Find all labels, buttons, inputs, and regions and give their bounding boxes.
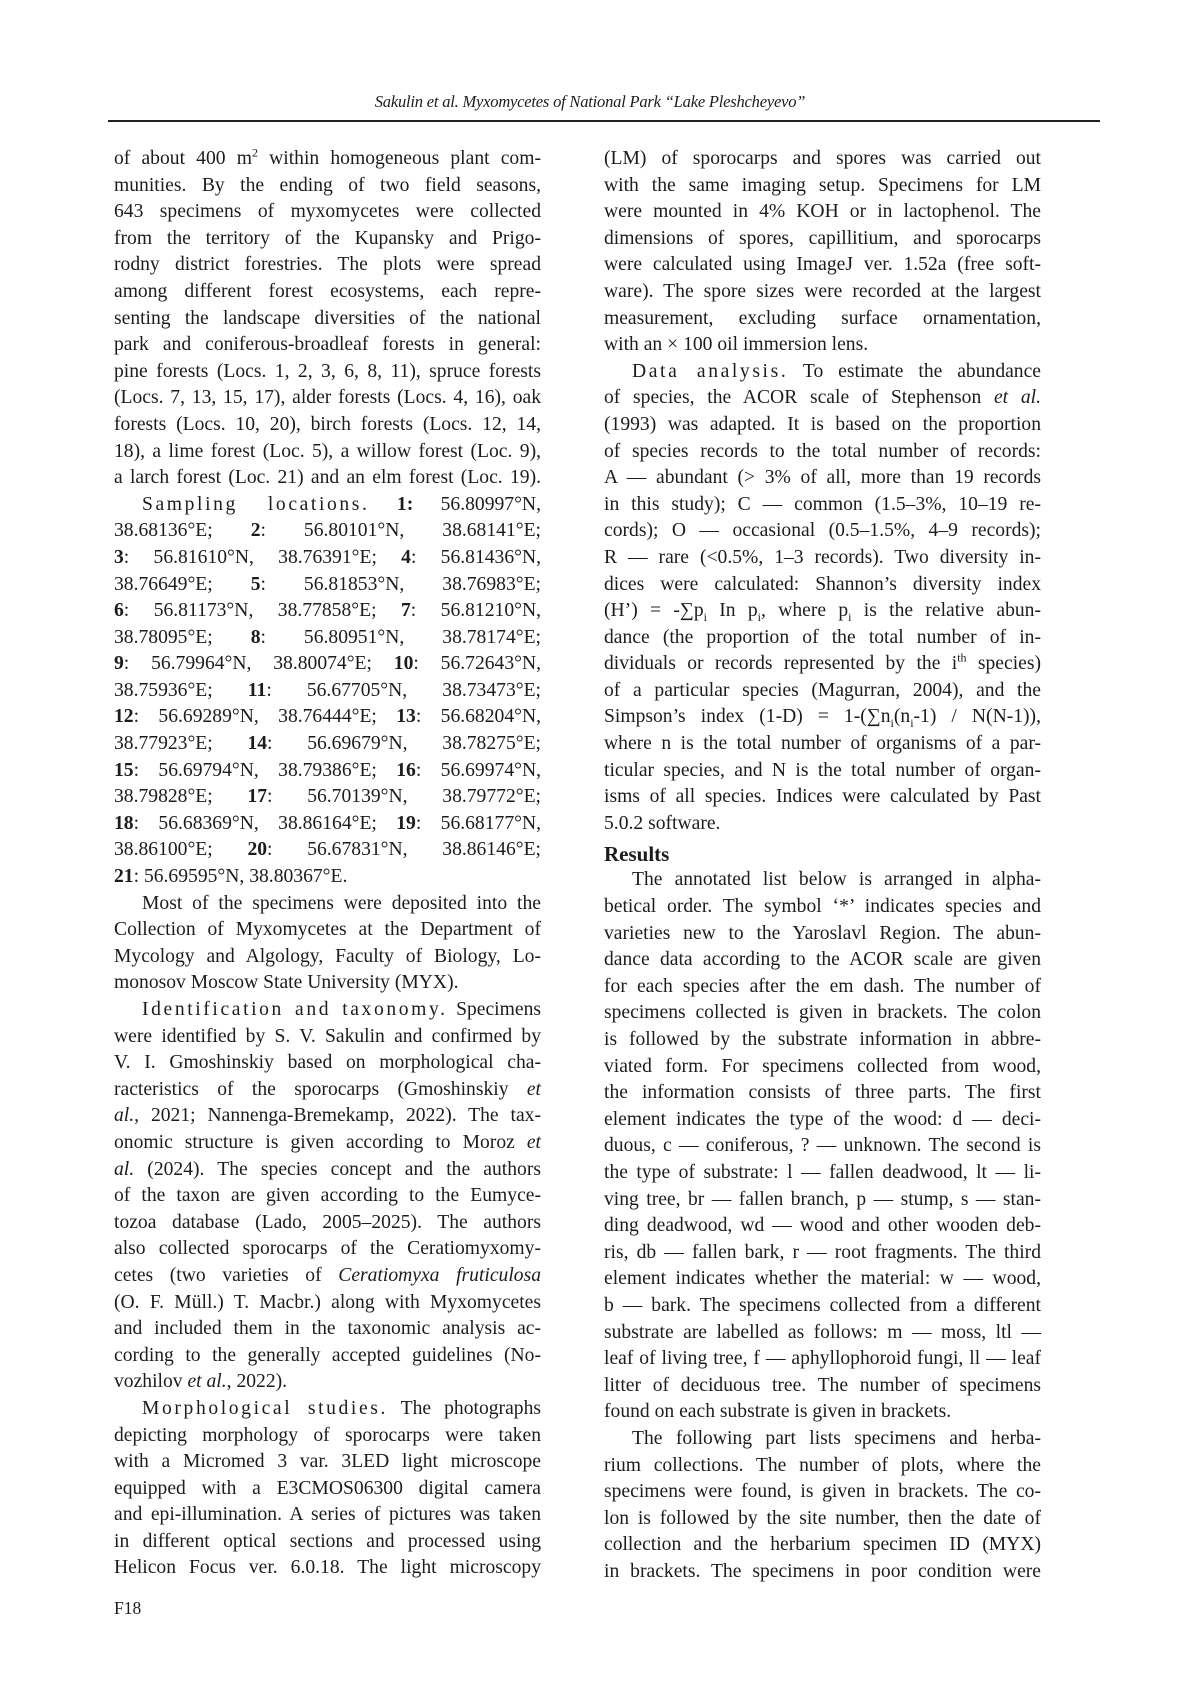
text-line: vozhilov et al., 2022). [114,1371,288,1393]
location-line: 38.86100°E; 20: 56.67831°N, 38.86146°E; [114,839,541,861]
location-line: 18: 56.68369°N, 38.86164°E; 19: 56.68177°N, [114,812,542,834]
text-line: in this study); C — common (1.5–3%, 10–19 re- [604,493,1041,515]
text-line: were mounted in 4% KOH or in lactophenol. The [604,201,1041,223]
text-line: 18), a lime forest (Loc. 5), a willow forest (Loc. 9), [114,440,541,462]
text-line: from the territory of the Kupansky and Prigo- [114,227,541,249]
text-line: dimensions of spores, capillitium, and sporocarps [604,227,1041,249]
text-line: depicting morphology of sporocarps were taken [114,1424,541,1446]
text-line: ticular species, and N is the total number of organ- [604,759,1041,781]
text-line: equipped with a E3CMOS06300 digital camera [114,1477,541,1499]
text-line: cording to the generally accepted guidelines (No- [114,1344,541,1366]
text-line: al. (2024). The species concept and the authors [114,1158,541,1180]
text-line: (LM) of sporocarps and spores was carried out [604,148,1041,169]
location-line: 38.79828°E; 17: 56.70139°N, 38.79772°E; [114,786,541,808]
location-line: 38.75936°E; 11: 56.67705°N, 38.73473°E; [114,679,541,701]
text-line: onomic structure is given according to Moroz et [114,1131,541,1153]
text-line: Identification and taxonomy. Specimens [142,999,541,1020]
text-line: ding deadwood, wd — wood and other wooden deb- [604,1215,1041,1237]
text-line: Helicon Focus ver. 6.0.18. The light microscopy [114,1557,541,1579]
text-line: substrate are labelled as follows: m — moss, ltl — [604,1321,1041,1343]
sampling-locations-line: Sampling locations. 1: 56.80997°N, [142,493,541,515]
text-line: for each species after the em dash. The number of [604,975,1041,997]
text-line: munities. By the ending of two field seasons, [114,174,541,196]
text-line: measurement, excluding surface ornamentation, [604,307,1041,329]
text-line: the type of substrate: l — fallen deadwood, lt — li- [604,1161,1041,1183]
text-line: were calculated using ImageJ ver. 1.52a (free soft- [604,254,1041,276]
text-line: leaf of living tree, f — aphyllophoroid fungi, ll — leaf [604,1348,1041,1370]
text-line: lon is followed by the site number, then the date of [604,1507,1041,1529]
text-line: forests (Locs. 10, 20), birch forests (Locs. 12, 14, [114,413,541,435]
text-line: V. I. Gmoshinskiy based on morphological cha- [114,1052,541,1074]
text-line: in different optical sections and processed using [114,1530,541,1552]
text-line: viated form. For specimens collected from wood, [604,1055,1041,1077]
text-line: is followed by the substrate information in abbre- [604,1029,1041,1050]
text-line: 5.0.2 software. [604,812,721,834]
text-line: cetes (two varieties of Ceratiomyxa fruticulosa [114,1264,541,1286]
text-line: dance data according to the ACOR scale are given [604,949,1041,971]
text-line: Data analysis. To estimate the abundance [632,360,1041,382]
text-line: cords); O — occasional (0.5–1.5%, 4–9 records); [604,520,1041,542]
text-line: specimens collected is given in brackets. The colon [604,1002,1041,1024]
header-rule [108,120,1100,122]
text-line: element indicates whether the material: w — wood, [604,1268,1041,1290]
text-line: monosov Moscow State University (MYX). [114,972,459,994]
text-line: ving tree, br — fallen branch, p — stump, s — stan- [604,1188,1041,1210]
text-line: Collection of Myxomycetes at the Department of [114,919,541,941]
text-line: and epi-illumination. A series of pictures was taken [114,1504,541,1526]
location-line: 38.68136°E; 2: 56.80101°N, 38.68141°E; [114,520,541,542]
location-line: 9: 56.79964°N, 38.80074°E; 10: 56.72643°N, [114,653,542,675]
text-line: Mycology and Algology, Faculty of Biology, Lo- [114,945,541,967]
location-line: 12: 56.69289°N, 38.76444°E; 13: 56.68204°N, [114,706,542,728]
morphology-heading: Morphological studies. [142,1397,388,1419]
text-line: isms of all species. Indices were calculated by Past [604,786,1041,808]
text-line: of about 400 $m^2$ within homogeneous plant com- [114,145,541,169]
text-line: park and coniferous-broadleaf forests in general: [114,334,541,356]
text-line: R — rare (<0.5%, 1–3 records). Two diversity in- [604,546,1041,568]
text-line: with a Micromed 3 var. 3LED light microscope [114,1451,541,1473]
text-line: element indicates the type of the wood: d — deci- [604,1108,1041,1130]
right-column [604,146,1041,1585]
text-line: b — bark. The specimens collected from a different [604,1294,1041,1316]
text-line: (1993) was adapted. It is based on the proportion [604,413,1041,435]
text-line: varieties new to the Yaroslavl Region. The abun- [604,922,1041,944]
text-line: the information consists of three parts. The first [604,1082,1041,1104]
text-line: among different forest ecosystems, each repre- [114,280,541,302]
text-line: (Locs. 7, 13, 15, 17), alder forests (Locs. 4, 16), oak [114,387,541,409]
text-line: of species, the ACOR scale of Stephenson et al. [604,387,1041,409]
page-number: F18 [114,1598,142,1618]
text-line: with the same imaging setup. Specimens for LM [604,174,1041,196]
results-heading: Results [604,842,670,867]
text-line: of a particular species (Magurran, 2004), and the [604,679,1041,701]
location-line: 15: 56.69794°N, 38.79386°E; 16: 56.69974°N, [114,759,542,781]
text-line: A — abundant (> 3% of all, more than 19 records [604,467,1041,489]
text-line: with an × 100 oil immersion lens. [604,334,869,356]
text-line: Morphological studies. The photographs [142,1397,541,1419]
text-line: The following part lists specimens and herba- [632,1427,1041,1449]
text-line: litter of deciduous tree. The number of specimens [604,1374,1041,1396]
location-line: 3: 56.81610°N, 38.76391°E; 4: 56.81436°N, [114,546,542,568]
left-column [114,146,541,1582]
formula-line: Simpson’s index $(1-D) = 1-(\sum n_i(n_i-1) / N(N-1))$, [604,706,1041,731]
text-line: ris, db — fallen bark, r — root fragments. The third [604,1241,1041,1263]
text-line: dance (the proportion of the total number of in- [604,626,1041,648]
location-line: 38.78095°E; 8: 56.80951°N, 38.78174°E; [114,626,541,648]
text-line: al., 2021; Nannenga-Bremekamp, 2022). The tax- [114,1105,541,1127]
text-line: ware). The spore sizes were recorded at the largest [604,280,1041,302]
text-line: 643 specimens of myxomycetes were collected [114,201,541,223]
identification-heading: Identification and taxonomy. [142,999,448,1020]
text-line: specimens were found, is given in brackets. The co- [604,1481,1041,1503]
text-line: dices were calculated: Shannon’s diversity index [604,573,1041,595]
text-line: of the taxon are given according to the Eumyce- [114,1185,541,1207]
text-line: senting the landscape diversities of the national [114,307,541,329]
text-line: collection and the herbarium specimen ID (MYX) [604,1534,1041,1556]
location-line: 38.76649°E; 5: 56.81853°N, 38.76983°E; [114,573,541,595]
text-line: duous, c — coniferous, ? — unknown. The second is [604,1135,1041,1157]
text-line: The annotated list below is arranged in alpha- [632,869,1041,891]
location-line: 38.77923°E; 14: 56.69679°N, 38.78275°E; [114,733,541,755]
running-header: Sakulin et al. Myxomycetes of National Park “Lake Pleshcheyevo” [374,92,806,111]
text-line: betical order. The symbol ‘*’ indicates species and [604,896,1041,918]
text-line: of species records to the total number of records: [604,440,1041,462]
text-line: in brackets. The specimens in poor condition were [604,1560,1041,1582]
text-line: were identified by S. V. Sakulin and confirmed by [114,1025,541,1047]
species-name: Ceratiomyxa fruticulosa [338,1264,541,1286]
text-line: found on each substrate is given in brackets. [604,1401,952,1423]
formula-line: (H’) = $-\sum p_i$ In $p_i$, where $p_i$ is the relative abun- [604,600,1041,624]
text-line: tozoa database (Lado, 2005–2025). The authors [114,1211,541,1233]
text-line: rium collections. The number of plots, where the [604,1454,1041,1476]
text-line: rodny district forestries. The plots were spread [114,254,541,276]
location-line: 6: 56.81173°N, 38.77858°E; 7: 56.81210°N, [114,600,542,622]
text-line: also collected sporocarps of the Ceratiomyxomy- [114,1238,541,1260]
text-line: and included them in the taxonomic analysis ac- [114,1318,541,1340]
text-line: racteristics of the sporocarps (Gmoshinskiy et [114,1078,541,1100]
text-line: Most of the specimens were deposited into the [142,892,541,914]
text-line: (O. F. Müll.) T. Macbr.) along with Myxomycetes [114,1291,541,1313]
text-line: dividuals or records represented by the $i^{th}$ species) [604,650,1041,675]
text-line: where n is the total number of organisms of a par- [604,733,1041,755]
text-line: pine forests (Locs. 1, 2, 3, 6, 8, 11), spruce forests [114,360,541,382]
sampling-heading: Sampling locations. [142,493,370,515]
location-line: 21: 56.69595°N, 38.80367°E. [114,866,348,888]
data-analysis-heading: Data analysis. [632,360,789,382]
text-line: a larch forest (Loc. 21) and an elm forest (Loc. 19). [114,467,541,489]
